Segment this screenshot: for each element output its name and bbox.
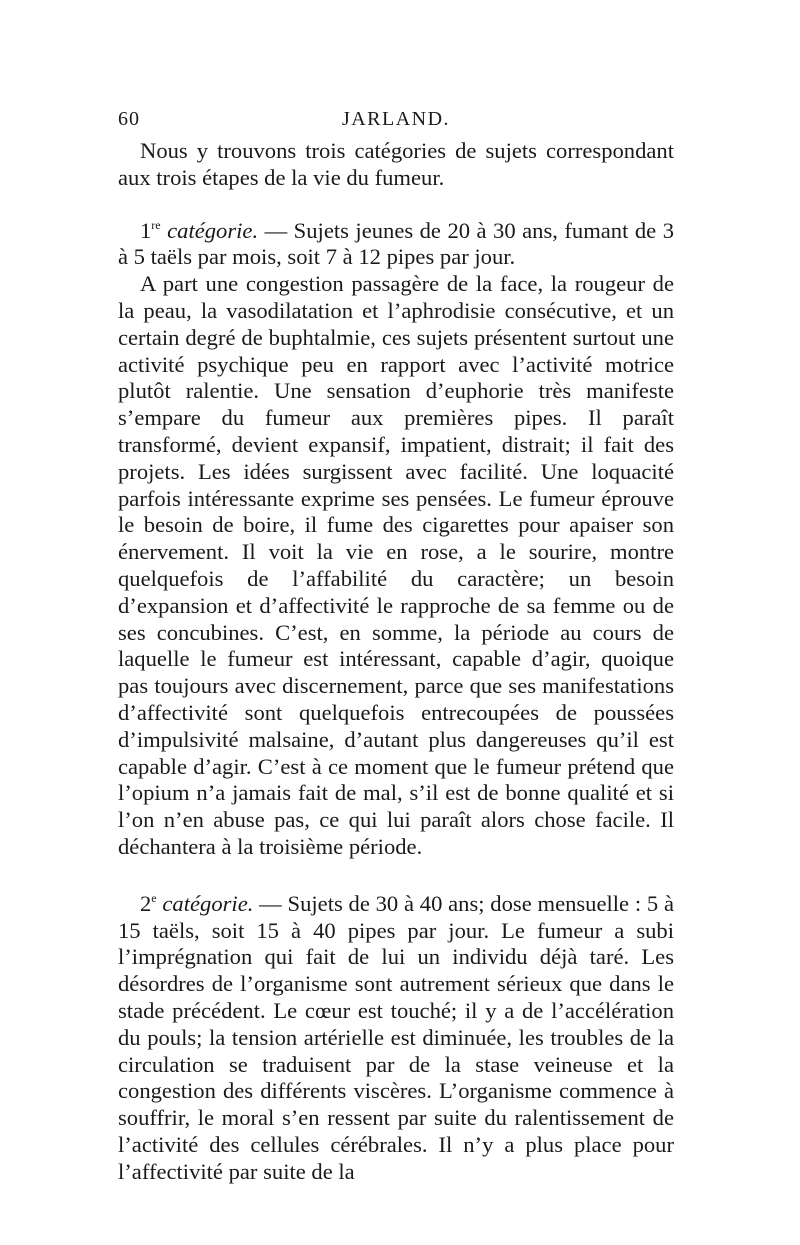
intro-paragraph: Nous y trouvons trois catégories de sujets correspondant aux trois étapes de la vie du fumeur. (118, 138, 674, 190)
category-1-lead: — Sujets jeunes de 20 à 30 ans, fumant de 3 à 5 taëls par mois, soit 7 à 12 pipes par jour. (118, 217, 674, 270)
category-2-label: catégorie. (162, 890, 254, 916)
category-2-number: 2 (140, 890, 152, 916)
running-head: JARLAND. (341, 108, 451, 130)
category-1-number: 1 (140, 217, 152, 243)
category-2-ordinal: e (151, 890, 157, 905)
category-1-ordinal: re (151, 217, 161, 232)
category-1-heading (118, 218, 674, 272)
category-2-body: — Sujets de 30 à 40 ans; dose mensuelle : 5 à 15 taëls, soit 15 à 40 pipes par jour. Le fumeur a subi l’imprégnation qui fait de lui un individu déjà taré. Les désordres de l’organisme sont autrement sérieux que dans le stade précédent. Le cœur est touché; il y a de l’accélération du pouls; la tension artérielle est diminuée, les troubles de la circulation se traduisent par de la stase veineuse et la congestion des différents viscères. L’organisme commence à souffrir, le moral s’en ressent par suite du ralentissement de l’activité des cellules cérébrales. Il n’y a plus place pour l’affectivité par suite de la (118, 890, 674, 1184)
book-page (118, 108, 674, 1185)
category-2-paragraph (118, 891, 674, 1186)
page-number: 60 (118, 108, 140, 130)
page-header (118, 108, 674, 138)
category-1-body: A part une congestion passagère de la face, la rougeur de la peau, la vasodilatation et l’aphrodisie consécutive, et un certain degré de buphtalmie, ces sujets présentent surtout une activité psychique peu en rapport avec l’activité motrice plutôt ralentie. Une sensation d’euphorie très manifeste s’empare du fumeur aux premières pipes. Il paraît transformé, devient expansif, impatient, distrait; il fait des projets. Les idées surgissent avec facilité. Une loquacité parfois intéressante exprime ses pensées. Le fumeur éprouve le besoin de boire, il fume des cigarettes pour apaiser son énervement. Il voit la vie en rose, a le sourire, montre quelquefois de l’affabilité du caractère; un besoin d’expansion et d’affectivité le rapproche de sa femme ou de ses concubines. C’est, en somme, la période au cours de laquelle le fumeur est intéressant, capable d’agir, quoique pas toujours avec discernement, parce que ses manifestations d’affectivité sont quelquefois entrecoupées de poussées d’impulsivité malsaine, d’autant plus dangereuses qu’il est capable d’agir. C’est à ce moment que le fumeur prétend que l’opium n’a jamais fait de mal, s’il est de bonne qualité et si l’on n’en abuse pas, ce qui lui paraît alors chose facile. Il déchantera à la troisième période. (118, 271, 674, 859)
category-1-label: catégorie. (167, 217, 259, 243)
